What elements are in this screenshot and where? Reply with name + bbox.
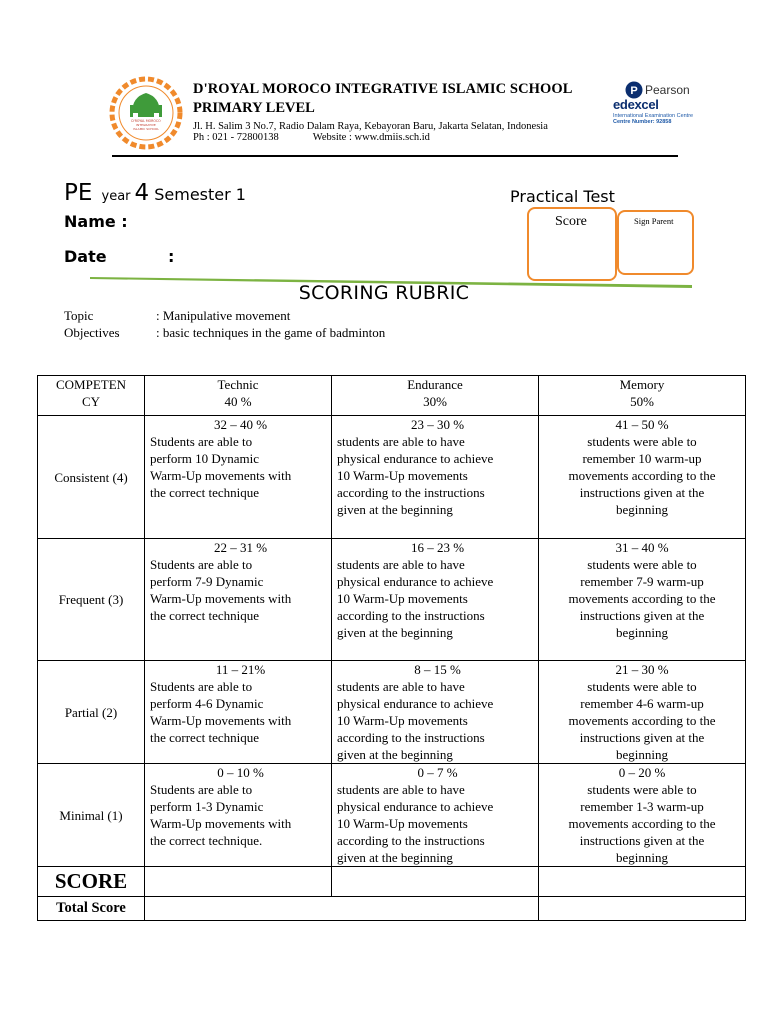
memory-line: beginning <box>616 502 668 517</box>
edexcel-label: edexcel <box>613 97 659 112</box>
technic-line: Students are able to <box>150 434 253 449</box>
memory-line: beginning <box>616 850 668 865</box>
school-website: Website : www.dmiis.sch.id <box>312 132 430 143</box>
scoring-rubric-table <box>37 375 746 921</box>
header-endurance <box>332 376 539 416</box>
svg-text:INTEGRATIVE: INTEGRATIVE <box>136 123 156 127</box>
topic-value: : Manipulative movement <box>156 308 291 323</box>
memory-range: 0 – 20 % <box>618 765 666 780</box>
technic-line: Students are able to <box>150 782 253 797</box>
memory-line: beginning <box>616 747 668 762</box>
table-row <box>38 416 746 539</box>
technic-cell <box>145 416 332 539</box>
centre-number: Centre Number: 92858 <box>613 119 672 125</box>
test-type: Practical Test <box>510 187 615 206</box>
technic-line: perform 10 Dynamic <box>150 451 260 466</box>
memory-score-cell[interactable] <box>539 867 746 897</box>
endurance-range: 0 – 7 % <box>417 765 458 780</box>
memory-cell <box>539 539 746 661</box>
endurance-line: physical endurance to achieve <box>337 799 494 814</box>
total-score-extra-cell[interactable] <box>539 897 746 921</box>
endurance-line: students are able to have <box>337 557 465 572</box>
header-memory-label: Memory <box>619 377 665 392</box>
memory-line: instructions given at the <box>579 730 705 745</box>
header-competency-line1: COMPETEN <box>55 377 127 392</box>
technic-cell <box>145 764 332 867</box>
technic-line: Warm-Up movements with <box>150 713 292 728</box>
competency-level: Partial (2) <box>38 661 145 764</box>
technic-line: Warm-Up movements with <box>150 468 292 483</box>
memory-line: students were able to <box>587 557 697 572</box>
endurance-line: according to the instructions <box>337 485 485 500</box>
memory-range: 41 – 50 % <box>615 417 669 432</box>
table-row <box>38 539 746 661</box>
header-endurance-weight: 30% <box>423 394 447 409</box>
table-row <box>38 661 746 764</box>
svg-text:ISLAMIC SCHOOL: ISLAMIC SCHOOL <box>133 127 159 131</box>
table-header-row <box>38 376 746 416</box>
endurance-line: according to the instructions <box>337 608 485 623</box>
technic-line: the correct technique <box>150 730 259 745</box>
school-level: PRIMARY LEVEL <box>193 100 315 116</box>
memory-range: 21 – 30 % <box>615 662 669 677</box>
topic-row <box>64 308 290 324</box>
endurance-range: 16 – 23 % <box>410 540 465 555</box>
endurance-line: according to the instructions <box>337 730 485 745</box>
objectives-row <box>64 325 385 341</box>
memory-line: movements according to the <box>568 816 716 831</box>
technic-line: perform 4-6 Dynamic <box>150 696 264 711</box>
memory-line: remember 7-9 warm-up <box>580 574 704 589</box>
technic-line: the correct technique <box>150 608 259 623</box>
competency-level: Consistent (4) <box>38 416 145 539</box>
endurance-line: students are able to have <box>337 782 465 797</box>
date-label: Date <box>64 247 107 266</box>
header-competency-line2: CY <box>81 394 101 409</box>
header-technic-weight: 40 % <box>224 394 252 409</box>
endurance-score-cell[interactable] <box>332 867 539 897</box>
semester-label: Semester 1 <box>154 185 246 204</box>
header-technic <box>145 376 332 416</box>
svg-text:D'ROYAL MOROCO: D'ROYAL MOROCO <box>131 119 161 123</box>
pearson-label: Pearson <box>645 83 690 97</box>
technic-line: Warm-Up movements with <box>150 816 292 831</box>
technic-range: 0 – 10 % <box>217 765 264 780</box>
school-phone: Ph : 021 - 72800138 <box>193 132 279 143</box>
endurance-line: students are able to have <box>337 679 465 694</box>
endurance-cell <box>332 764 539 867</box>
technic-line: the correct technique. <box>150 833 263 848</box>
memory-cell <box>539 416 746 539</box>
memory-line: movements according to the <box>568 591 716 606</box>
rubric-title: SCORING RUBRIC <box>298 282 470 304</box>
header-memory <box>539 376 746 416</box>
subject-label: PE <box>64 180 93 206</box>
date-colon: : <box>168 247 175 266</box>
competency-level: Frequent (3) <box>38 539 145 661</box>
technic-line: Warm-Up movements with <box>150 591 292 606</box>
technic-range: 22 – 31 % <box>213 540 268 555</box>
endurance-line: 10 Warm-Up movements <box>337 591 468 606</box>
header-divider <box>90 0 692 300</box>
score-label: SCORE <box>38 867 145 897</box>
total-score-cell[interactable] <box>145 897 539 921</box>
svg-text:P: P <box>630 85 638 97</box>
memory-line: students were able to <box>587 434 697 449</box>
year-word: year <box>101 189 131 204</box>
endurance-line: 10 Warm-Up movements <box>337 468 468 483</box>
name-label: Name : <box>64 212 128 231</box>
header-endurance-label: Endurance <box>407 377 463 392</box>
endurance-line: given at the beginning <box>337 850 453 865</box>
technic-line: Students are able to <box>150 557 253 572</box>
endurance-line: according to the instructions <box>337 833 485 848</box>
endurance-range: 8 – 15 % <box>414 662 461 677</box>
competency-level: Minimal (1) <box>38 764 145 867</box>
endurance-cell <box>332 539 539 661</box>
endurance-cell <box>332 661 539 764</box>
year-number: 4 <box>134 180 150 206</box>
memory-line: remember 4-6 warm-up <box>580 696 704 711</box>
memory-line: instructions given at the <box>579 608 705 623</box>
objectives-label: Objectives <box>64 325 120 340</box>
technic-score-cell[interactable] <box>145 867 332 897</box>
memory-line: students were able to <box>587 679 697 694</box>
endurance-line: students are able to have <box>337 434 465 449</box>
memory-line: remember 1-3 warm-up <box>580 799 704 814</box>
sign-parent-label: Sign Parent <box>634 216 674 226</box>
technic-line: perform 1-3 Dynamic <box>150 799 264 814</box>
endurance-line: 10 Warm-Up movements <box>337 816 468 831</box>
technic-cell <box>145 539 332 661</box>
endurance-line: given at the beginning <box>337 747 453 762</box>
memory-range: 31 – 40 % <box>615 540 669 555</box>
endurance-line: 10 Warm-Up movements <box>337 713 468 728</box>
header-memory-weight: 50% <box>630 394 654 409</box>
memory-line: movements according to the <box>568 468 716 483</box>
memory-cell <box>539 661 746 764</box>
score-box-label: Score <box>555 214 587 229</box>
memory-line: students were able to <box>587 782 697 797</box>
topic-label: Topic <box>64 308 94 323</box>
score-row <box>38 867 746 897</box>
technic-cell <box>145 661 332 764</box>
memory-line: instructions given at the <box>579 485 705 500</box>
technic-range: 11 – 21% <box>215 662 266 677</box>
technic-line: the correct technique <box>150 485 259 500</box>
objectives-value: : basic techniques in the game of badminton <box>156 325 386 340</box>
endurance-line: physical endurance to achieve <box>337 574 494 589</box>
school-address: Jl. H. Salim 3 No.7, Radio Dalam Raya, Kebayoran Baru, Jakarta Selatan, Indonesia <box>193 121 548 132</box>
memory-cell <box>539 764 746 867</box>
endurance-line: physical endurance to achieve <box>337 451 494 466</box>
header-competency <box>38 376 145 416</box>
centre-sub-label: International Examination Centre <box>613 113 694 119</box>
school-name: D'ROYAL MOROCO INTEGRATIVE ISLAMIC SCHOOL <box>193 81 573 97</box>
technic-line: Students are able to <box>150 679 253 694</box>
endurance-line: given at the beginning <box>337 502 453 517</box>
total-score-label: Total Score <box>38 897 145 921</box>
technic-line: perform 7-9 Dynamic <box>150 574 264 589</box>
memory-line: movements according to the <box>568 713 716 728</box>
technic-range: 32 – 40 % <box>213 417 268 432</box>
memory-line: instructions given at the <box>579 833 705 848</box>
endurance-range: 23 – 30 % <box>410 417 465 432</box>
endurance-line: given at the beginning <box>337 625 453 640</box>
table-row <box>38 764 746 867</box>
endurance-line: physical endurance to achieve <box>337 696 494 711</box>
total-score-row <box>38 897 746 921</box>
endurance-cell <box>332 416 539 539</box>
memory-line: beginning <box>616 625 668 640</box>
memory-line: remember 10 warm-up <box>582 451 702 466</box>
header-technic-label: Technic <box>217 377 259 392</box>
